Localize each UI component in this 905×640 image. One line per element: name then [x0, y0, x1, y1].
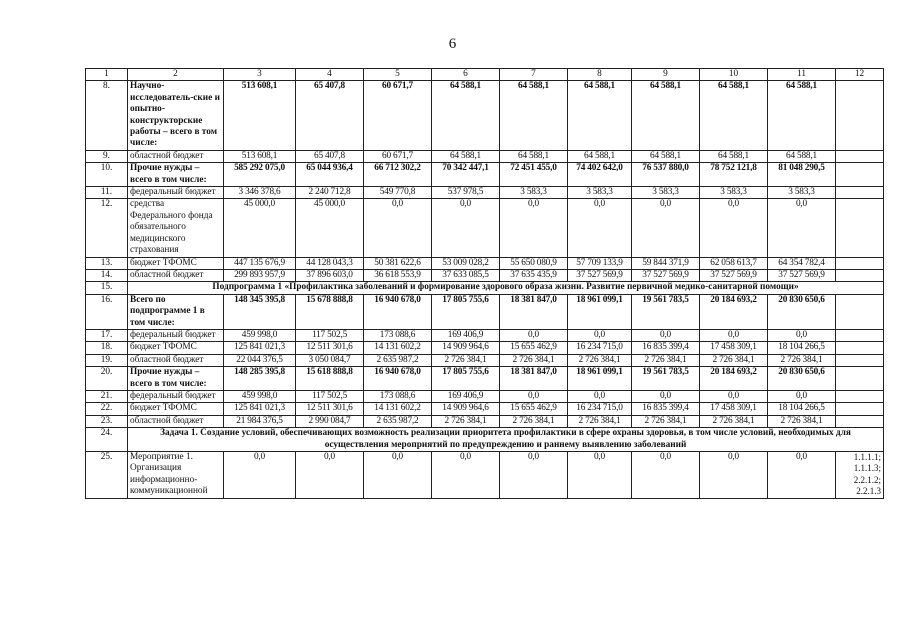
amount-cell: 20 830 650,6	[768, 367, 836, 391]
amount-cell: 0,0	[500, 329, 568, 341]
amount-cell: 65 407,8	[296, 81, 364, 150]
amount-cell: 0,0	[500, 390, 568, 402]
row-number: 21.	[86, 390, 128, 402]
amount-cell: 64 588,1	[632, 150, 700, 162]
amount-cell: 0,0	[500, 199, 568, 257]
column-number-row	[86, 69, 884, 81]
amount-cell: 0,0	[364, 452, 432, 499]
amount-cell: 2 726 384,1	[768, 415, 836, 427]
amount-cell: 3 583,3	[632, 187, 700, 199]
amount-cell: 64 588,1	[768, 150, 836, 162]
indicator-codes	[836, 342, 884, 354]
row-number: 25.	[86, 452, 128, 499]
row-number: 13.	[86, 257, 128, 269]
amount-cell: 64 588,1	[500, 81, 568, 150]
amount-cell: 45 000,0	[296, 199, 364, 257]
amount-cell: 2 990 084,7	[296, 415, 364, 427]
amount-cell: 173 088,6	[364, 390, 432, 402]
row-label: средства Федерального фонда обязательного медицинского страхования	[128, 199, 224, 257]
table-row	[86, 294, 884, 329]
row-number: 20.	[86, 367, 128, 391]
amount-cell: 60 671,7	[364, 81, 432, 150]
row-number: 22.	[86, 403, 128, 415]
amount-cell: 37 633 085,5	[432, 269, 500, 281]
amount-cell: 81 048 290,5	[768, 163, 836, 187]
amount-cell: 64 588,1	[568, 150, 632, 162]
amount-cell: 0,0	[296, 452, 364, 499]
amount-cell: 17 458 309,1	[700, 403, 768, 415]
amount-cell: 125 841 021,3	[224, 403, 296, 415]
amount-cell: 3 583,3	[500, 187, 568, 199]
page-number: 6	[448, 36, 457, 52]
table-row	[86, 390, 884, 402]
row-label: федеральный бюджет	[128, 187, 224, 199]
amount-cell: 0,0	[568, 329, 632, 341]
amount-cell: 59 844 371,9	[632, 257, 700, 269]
table-row	[86, 428, 884, 452]
amount-cell: 14 131 602,2	[364, 403, 432, 415]
table-row	[86, 257, 884, 269]
amount-cell: 16 835 399,4	[632, 342, 700, 354]
row-label: областной бюджет	[128, 354, 224, 366]
amount-cell: 0,0	[632, 452, 700, 499]
amount-cell: 55 650 080,9	[500, 257, 568, 269]
row-label: федеральный бюджет	[128, 390, 224, 402]
amount-cell: 18 104 266,5	[768, 342, 836, 354]
amount-cell: 148 285 395,8	[224, 367, 296, 391]
indicator-codes	[836, 390, 884, 402]
column-number: 7	[500, 69, 568, 81]
amount-cell: 20 830 650,6	[768, 294, 836, 329]
indicator-codes	[836, 81, 884, 150]
indicator-codes	[836, 415, 884, 427]
row-number: 18.	[86, 342, 128, 354]
amount-cell: 16 234 715,0	[568, 342, 632, 354]
row-number: 24.	[86, 428, 128, 452]
amount-cell: 3 583,3	[568, 187, 632, 199]
row-label: бюджет ТФОМС	[128, 342, 224, 354]
table-row	[86, 81, 884, 150]
amount-cell: 53 009 028,2	[432, 257, 500, 269]
amount-cell: 2 726 384,1	[568, 354, 632, 366]
column-number: 12	[836, 69, 884, 81]
amount-cell: 16 835 399,4	[632, 403, 700, 415]
row-label: федеральный бюджет	[128, 329, 224, 341]
amount-cell: 19 561 783,5	[632, 294, 700, 329]
amount-cell: 0,0	[768, 329, 836, 341]
section-heading: Подпрограмма 1 «Профилактика заболеваний и формирование здорового образа жизни. Развитие первичной медико-санитарной помощи»	[128, 282, 884, 294]
amount-cell: 20 184 693,2	[700, 294, 768, 329]
row-label: Мероприятие 1. Организация информационно-коммуникационной	[128, 452, 224, 499]
amount-cell: 76 537 880,0	[632, 163, 700, 187]
amount-cell: 19 561 783,5	[632, 367, 700, 391]
amount-cell: 37 527 569,9	[568, 269, 632, 281]
amount-cell: 537 978,5	[432, 187, 500, 199]
amount-cell: 2 726 384,1	[432, 354, 500, 366]
row-label: областной бюджет	[128, 269, 224, 281]
amount-cell: 37 527 569,9	[768, 269, 836, 281]
amount-cell: 2 726 384,1	[500, 354, 568, 366]
amount-cell: 0,0	[568, 452, 632, 499]
column-number: 8	[568, 69, 632, 81]
amount-cell: 125 841 021,3	[224, 342, 296, 354]
row-label: Научно-исследователь-ские и опытно-конструкторские работы – всего в том числе:	[128, 81, 224, 150]
amount-cell: 2 726 384,1	[500, 415, 568, 427]
amount-cell: 447 135 676,9	[224, 257, 296, 269]
indicator-codes	[836, 329, 884, 341]
amount-cell: 37 896 603,0	[296, 269, 364, 281]
indicator-codes	[836, 354, 884, 366]
amount-cell: 15 678 888,8	[296, 294, 364, 329]
amount-cell: 18 381 847,0	[500, 294, 568, 329]
amount-cell: 16 940 678,0	[364, 367, 432, 391]
amount-cell: 65 044 936,4	[296, 163, 364, 187]
amount-cell: 0,0	[700, 390, 768, 402]
amount-cell: 14 131 602,2	[364, 342, 432, 354]
column-number: 11	[768, 69, 836, 81]
amount-cell: 12 511 301,6	[296, 342, 364, 354]
amount-cell: 0,0	[768, 452, 836, 499]
amount-cell: 2 635 987,2	[364, 415, 432, 427]
amount-cell: 64 588,1	[700, 150, 768, 162]
amount-cell: 0,0	[632, 390, 700, 402]
amount-cell: 459 998,0	[224, 390, 296, 402]
amount-cell: 18 961 099,1	[568, 294, 632, 329]
row-number: 12.	[86, 199, 128, 257]
table-row	[86, 367, 884, 391]
amount-cell: 14 909 964,6	[432, 403, 500, 415]
column-number: 9	[632, 69, 700, 81]
amount-cell: 37 635 435,9	[500, 269, 568, 281]
row-number: 16.	[86, 294, 128, 329]
indicator-codes	[836, 163, 884, 187]
amount-cell: 45 000,0	[224, 199, 296, 257]
amount-cell: 0,0	[632, 199, 700, 257]
amount-cell: 12 511 301,6	[296, 403, 364, 415]
table-row	[86, 269, 884, 281]
amount-cell: 15 655 462,9	[500, 403, 568, 415]
amount-cell: 72 451 455,0	[500, 163, 568, 187]
amount-cell: 37 527 569,9	[700, 269, 768, 281]
row-number: 10.	[86, 163, 128, 187]
row-number: 8.	[86, 81, 128, 150]
indicator-codes	[836, 257, 884, 269]
amount-cell: 0,0	[768, 390, 836, 402]
amount-cell: 64 588,1	[500, 150, 568, 162]
amount-cell: 16 234 715,0	[568, 403, 632, 415]
amount-cell: 148 345 395,8	[224, 294, 296, 329]
amount-cell: 2 726 384,1	[700, 415, 768, 427]
table-row	[86, 187, 884, 199]
amount-cell: 2 726 384,1	[632, 415, 700, 427]
amount-cell: 65 407,8	[296, 150, 364, 162]
row-number: 15.	[86, 282, 128, 294]
amount-cell: 2 726 384,1	[568, 415, 632, 427]
table-row	[86, 354, 884, 366]
indicator-codes	[836, 403, 884, 415]
row-number: 17.	[86, 329, 128, 341]
amount-cell: 0,0	[568, 390, 632, 402]
amount-cell: 3 583,3	[700, 187, 768, 199]
amount-cell: 17 805 755,6	[432, 367, 500, 391]
table-row	[86, 329, 884, 341]
amount-cell: 64 588,1	[632, 81, 700, 150]
amount-cell: 3 050 084,7	[296, 354, 364, 366]
amount-cell: 173 088,6	[364, 329, 432, 341]
indicator-codes	[836, 269, 884, 281]
table-row	[86, 199, 884, 257]
amount-cell: 0,0	[432, 452, 500, 499]
amount-cell: 17 458 309,1	[700, 342, 768, 354]
amount-cell: 36 618 553,9	[364, 269, 432, 281]
amount-cell: 513 608,1	[224, 81, 296, 150]
section-heading: Задача 1. Создание условий, обеспечивающих возможность реализации приоритета профилактики в сфере охраны здоровья, в том числе условий, необходимых для осуществления мероприятий по предупреждению и раннему выявлению заболеваний	[128, 428, 884, 452]
row-number: 9.	[86, 150, 128, 162]
amount-cell: 64 588,1	[768, 81, 836, 150]
column-number: 1	[86, 69, 128, 81]
amount-cell: 17 805 755,6	[432, 294, 500, 329]
table-row	[86, 150, 884, 162]
amount-cell: 50 381 622,6	[364, 257, 432, 269]
amount-cell: 57 709 133,9	[568, 257, 632, 269]
row-label: областной бюджет	[128, 150, 224, 162]
column-number: 10	[700, 69, 768, 81]
table-row	[86, 282, 884, 294]
column-number: 6	[432, 69, 500, 81]
amount-cell: 2 726 384,1	[700, 354, 768, 366]
row-label: бюджет ТФОМС	[128, 257, 224, 269]
table-row	[86, 403, 884, 415]
indicator-codes	[836, 187, 884, 199]
amount-cell: 0,0	[568, 199, 632, 257]
amount-cell: 117 502,5	[296, 390, 364, 402]
row-number: 23.	[86, 415, 128, 427]
amount-cell: 20 184 693,2	[700, 367, 768, 391]
amount-cell: 44 128 043,3	[296, 257, 364, 269]
budget-table	[85, 68, 884, 499]
amount-cell: 60 671,7	[364, 150, 432, 162]
amount-cell: 0,0	[364, 199, 432, 257]
amount-cell: 0,0	[768, 199, 836, 257]
amount-cell: 0,0	[700, 199, 768, 257]
amount-cell: 70 342 447,1	[432, 163, 500, 187]
amount-cell: 18 961 099,1	[568, 367, 632, 391]
amount-cell: 62 058 613,7	[700, 257, 768, 269]
amount-cell: 64 588,1	[432, 81, 500, 150]
column-number: 5	[364, 69, 432, 81]
row-label: Прочие нужды – всего в том числе:	[128, 163, 224, 187]
amount-cell: 78 752 121,8	[700, 163, 768, 187]
row-label: областной бюджет	[128, 415, 224, 427]
amount-cell: 585 292 075,0	[224, 163, 296, 187]
amount-cell: 0,0	[500, 452, 568, 499]
amount-cell: 2 726 384,1	[768, 354, 836, 366]
amount-cell: 14 909 964,6	[432, 342, 500, 354]
row-number: 11.	[86, 187, 128, 199]
row-label: Всего по подпрограмме 1 в том числе:	[128, 294, 224, 329]
amount-cell: 0,0	[700, 329, 768, 341]
amount-cell: 169 406,9	[432, 390, 500, 402]
table-row	[86, 342, 884, 354]
amount-cell: 169 406,9	[432, 329, 500, 341]
row-label: бюджет ТФОМС	[128, 403, 224, 415]
column-number: 3	[224, 69, 296, 81]
amount-cell: 64 588,1	[568, 81, 632, 150]
indicator-codes	[836, 367, 884, 391]
amount-cell: 21 984 376,5	[224, 415, 296, 427]
amount-cell: 64 354 782,4	[768, 257, 836, 269]
indicator-codes	[836, 294, 884, 329]
column-number: 4	[296, 69, 364, 81]
table-row	[86, 452, 884, 499]
indicator-codes: 1.1.1.1; 1.1.1.3; 2.2.1.2; 2.2.1.3	[836, 452, 884, 499]
amount-cell: 16 940 678,0	[364, 294, 432, 329]
amount-cell: 0,0	[224, 452, 296, 499]
amount-cell: 18 104 266,5	[768, 403, 836, 415]
row-number: 14.	[86, 269, 128, 281]
amount-cell: 0,0	[632, 329, 700, 341]
amount-cell: 3 583,3	[768, 187, 836, 199]
indicator-codes	[836, 199, 884, 257]
amount-cell: 0,0	[700, 452, 768, 499]
amount-cell: 299 893 957,9	[224, 269, 296, 281]
amount-cell: 2 726 384,1	[632, 354, 700, 366]
amount-cell: 459 998,0	[224, 329, 296, 341]
column-number: 2	[128, 69, 224, 81]
table-row	[86, 163, 884, 187]
indicator-codes	[836, 150, 884, 162]
amount-cell: 0,0	[432, 199, 500, 257]
row-label: Прочие нужды – всего в том числе:	[128, 367, 224, 391]
amount-cell: 2 635 987,2	[364, 354, 432, 366]
amount-cell: 18 381 847,0	[500, 367, 568, 391]
amount-cell: 549 770,8	[364, 187, 432, 199]
amount-cell: 117 502,5	[296, 329, 364, 341]
amount-cell: 64 588,1	[432, 150, 500, 162]
table-row	[86, 415, 884, 427]
amount-cell: 513 608,1	[224, 150, 296, 162]
amount-cell: 37 527 569,9	[632, 269, 700, 281]
row-number: 19.	[86, 354, 128, 366]
amount-cell: 2 726 384,1	[432, 415, 500, 427]
amount-cell: 3 346 378,6	[224, 187, 296, 199]
amount-cell: 2 240 712,8	[296, 187, 364, 199]
amount-cell: 66 712 302,2	[364, 163, 432, 187]
amount-cell: 74 402 642,0	[568, 163, 632, 187]
amount-cell: 22 044 376,5	[224, 354, 296, 366]
amount-cell: 15 655 462,9	[500, 342, 568, 354]
amount-cell: 64 588,1	[700, 81, 768, 150]
amount-cell: 15 618 888,8	[296, 367, 364, 391]
